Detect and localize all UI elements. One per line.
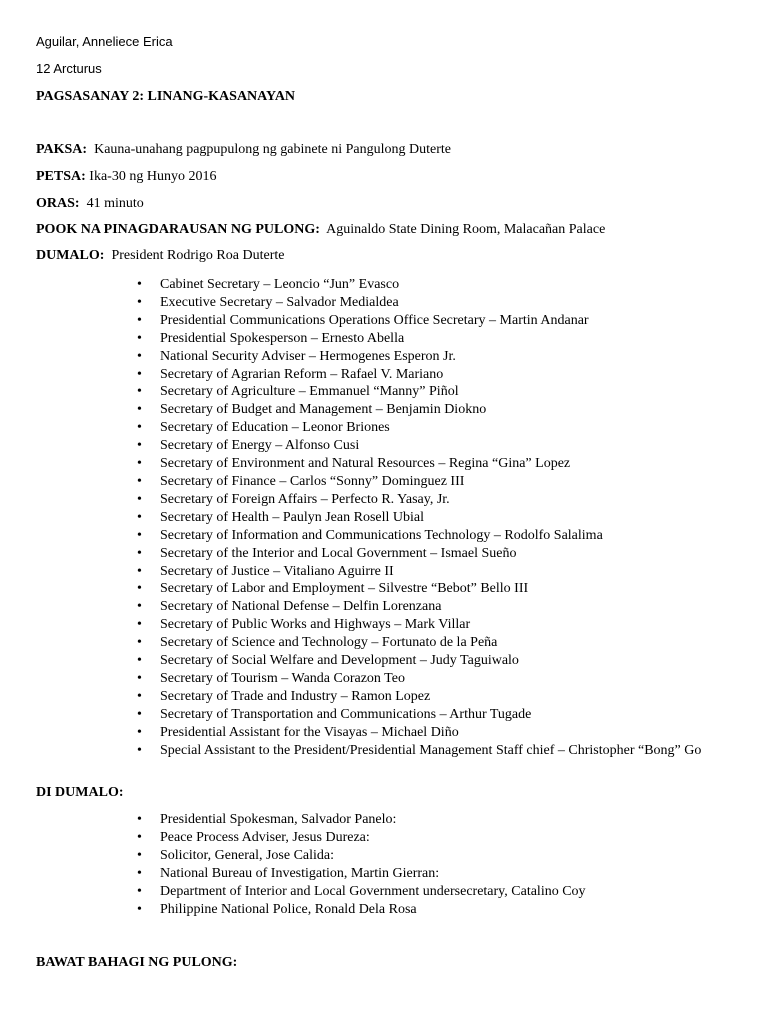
list-item: • Secretary of Transportation and Communications – Arthur Tugade <box>0 706 731 724</box>
pook-row <box>36 222 605 238</box>
list-item: • Secretary of Agrarian Reform – Rafael V. Mariano <box>0 366 731 384</box>
list-item: • Philippine National Police, Ronald Dela Rosa <box>0 901 586 919</box>
list-item: • National Bureau of Investigation, Martin Gierran: <box>0 865 586 883</box>
student-name: Aguilar, Anneliece Erica <box>36 34 173 49</box>
oras-value: 41 minuto <box>86 196 144 211</box>
student-section: 12 Arcturus <box>36 61 102 76</box>
dumalo-row <box>36 248 284 264</box>
list-item: • Secretary of Environment and Natural Resources – Regina “Gina” Lopez <box>0 455 731 473</box>
oras-label: ORAS: <box>36 196 80 211</box>
list-item: • Solicitor, General, Jose Calida: <box>0 847 586 865</box>
list-item: • Secretary of Education – Leonor Briones <box>0 419 731 437</box>
list-item: • Cabinet Secretary – Leoncio “Jun” Evasco <box>0 276 731 294</box>
list-item: • Department of Interior and Local Government undersecretary, Catalino Coy <box>0 883 586 901</box>
petsa-row <box>36 169 216 185</box>
pook-value: Aguinaldo State Dining Room, Malacañan Palace <box>326 222 606 237</box>
list-item: • Secretary of Labor and Employment – Silvestre “Bebot” Bello III <box>0 580 731 598</box>
list-item: • Executive Secretary – Salvador Medialdea <box>0 294 731 312</box>
dumalo-value: President Rodrigo Roa Duterte <box>111 248 285 263</box>
petsa-label: PETSA: <box>36 169 86 184</box>
list-item: • Secretary of Tourism – Wanda Corazon Teo <box>0 670 731 688</box>
list-item: • Secretary of Social Welfare and Development – Judy Taguiwalo <box>0 652 731 670</box>
petsa-value: Ika-30 ng Hunyo 2016 <box>89 169 217 184</box>
list-item: • Secretary of Budget and Management – Benjamin Diokno <box>0 401 731 419</box>
list-item: • Secretary of Information and Communications Technology – Rodolfo Salalima <box>0 527 731 545</box>
list-item: • Secretary of Trade and Industry – Ramon Lopez <box>0 688 731 706</box>
list-item: • Secretary of National Defense – Delfin Lorenzana <box>0 598 731 616</box>
list-item: • Presidential Communications Operations Office Secretary – Martin Andanar <box>0 312 731 330</box>
di-dumalo-list <box>0 811 586 918</box>
list-item: • Secretary of Agriculture – Emmanuel “Manny” Piñol <box>0 383 731 401</box>
pook-label: POOK NA PINAGDARAUSAN NG PULONG: <box>36 222 320 237</box>
bawat-bahagi-label: BAWAT BAHAGI NG PULONG: <box>36 955 238 970</box>
list-item: • Presidential Assistant for the Visayas – Michael Diño <box>0 724 731 742</box>
list-item: • Secretary of Health – Paulyn Jean Rosell Ubial <box>0 509 731 527</box>
list-item: • Peace Process Adviser, Jesus Dureza: <box>0 829 586 847</box>
list-item: • Secretary of Science and Technology – Fortunato de la Peña <box>0 634 731 652</box>
list-item: • Secretary of Public Works and Highways – Mark Villar <box>0 616 731 634</box>
paksa-value: Kauna-unahang pagpupulong ng gabinete ni Pangulong Duterte <box>94 142 451 157</box>
list-item: • Special Assistant to the President/Presidential Management Staff chief – Christopher “Bong” Go <box>0 742 731 760</box>
list-item: • Secretary of Foreign Affairs – Perfecto R. Yasay, Jr. <box>0 491 731 509</box>
list-item: • Presidential Spokesman, Salvador Panelo: <box>0 811 586 829</box>
paksa-row <box>36 142 451 158</box>
dumalo-list <box>0 276 731 759</box>
di-dumalo-label: DI DUMALO: <box>36 785 124 800</box>
paksa-label: PAKSA: <box>36 142 88 157</box>
list-item: • Presidential Spokesperson – Ernesto Abella <box>0 330 731 348</box>
oras-row <box>36 196 144 212</box>
list-item: • Secretary of Energy – Alfonso Cusi <box>0 437 731 455</box>
document-title: PAGSASANAY 2: LINANG-KASANAYAN <box>36 89 296 104</box>
list-item: • Secretary of the Interior and Local Government – Ismael Sueño <box>0 545 731 563</box>
list-item: • Secretary of Finance – Carlos “Sonny” Dominguez III <box>0 473 731 491</box>
dumalo-label: DUMALO: <box>36 248 105 263</box>
list-item: • National Security Adviser – Hermogenes Esperon Jr. <box>0 348 731 366</box>
list-item: • Secretary of Justice – Vitaliano Aguirre II <box>0 563 731 581</box>
